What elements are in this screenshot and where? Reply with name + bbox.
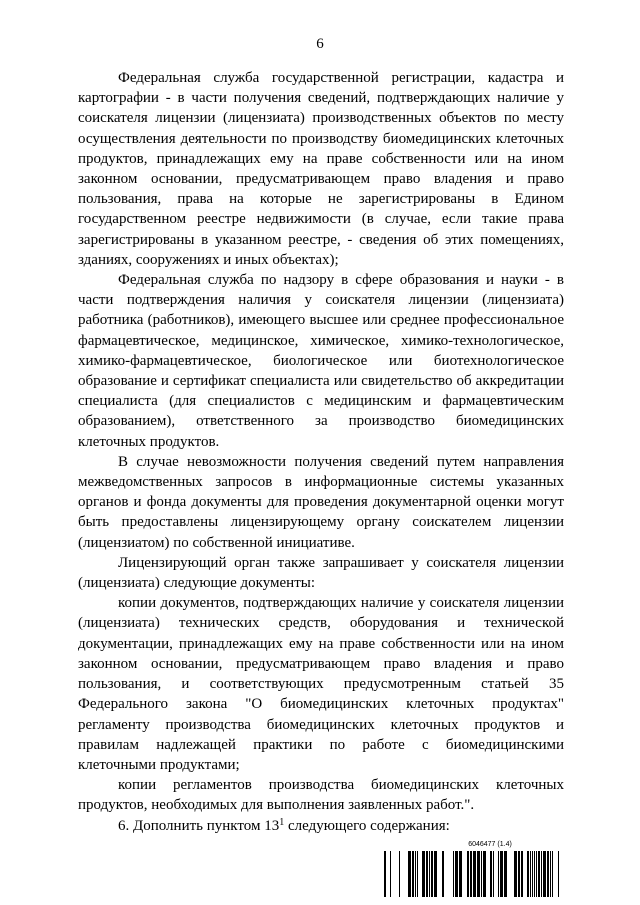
paragraph-documents-intro: Лицензирующий орган также запрашивает у соискателя лицензии (лицензиата) следующие документы: [78, 554, 564, 592]
amendment-superscript: 1 [279, 816, 285, 828]
paragraph-rosreestr: Федеральная служба государственной регистрации, кадастра и картографии - в части получения сведений, подтверждающих наличие у соискателя лицензии (лицензиата) производственных объектов по месту осуществления деятельности по производству биомедицинских клеточных продуктов, принадлежащих ему на праве собственности или на ином законном основании, предусматривающем право владения и право пользования, права на которые не зарегистрированы в Едином государственном реестре недвижимости (в случае, если такие права зарегистрированы в указанном реестре, - сведения об этих помещениях, зданиях, сооружениях и иных объектах); [78, 70, 564, 268]
paragraph-initiative: В случае невозможности получения сведений путем направления межведомственных запросов в информационные системы указанных органов и фонда документы для проведения документарной оценки могут быть предоставлены лицензирующему органу соискателем лицензии (лицензиатом) по собственной инициативе. [78, 453, 564, 551]
paragraph-regulations-copies: копии регламентов производства биомедицинских клеточных продуктов, необходимых для выполнения заявленных работ.". [78, 777, 564, 814]
paragraph-equipment-copies: копии документов, подтверждающих наличие у соискателя лицензии (лицензиата) технических средств, оборудования и технической документации, принадлежащих ему на праве собственности или на ином законном основании, предусматривающем право владения и право пользования, и соответствующих предусмотренным статьей 35 Федерального закона "О биомедицинских клеточных продуктах" регламенту производства биомедицинских клеточных продуктов и правилам надлежащей практики по работе с биомедицинскими клеточными продуктами; [78, 595, 564, 773]
paragraph-rosobrnadzor: Федеральная служба по надзору в сфере образования и науки - в части подтверждения наличия у соискателя лицензии (лицензиата) работника (работников), имеющего высшее или среднее профессиональное фармацевтическое, медицинское, химическое, химико-технологическое, химико-фармацевтическое, биологическое или биотехнологическое образование и сертификат специалиста или свидетельство об аккредитации специалиста (для специалистов с медицинским и фармацевтическим образованием), ответственного за производство биомедицинских клеточных продуктов. [78, 272, 564, 450]
page-number: 6 [316, 36, 324, 52]
barcode-block [384, 840, 566, 897]
paragraph-amendment [78, 816, 564, 836]
document-body [78, 68, 564, 836]
amendment-text-end: следующего содержания: [284, 817, 450, 834]
barcode-code: 6046477 (1.4) [468, 841, 512, 848]
barcode-image [384, 851, 566, 897]
amendment-text: 6. Дополнить пунктом 13 [118, 817, 280, 834]
